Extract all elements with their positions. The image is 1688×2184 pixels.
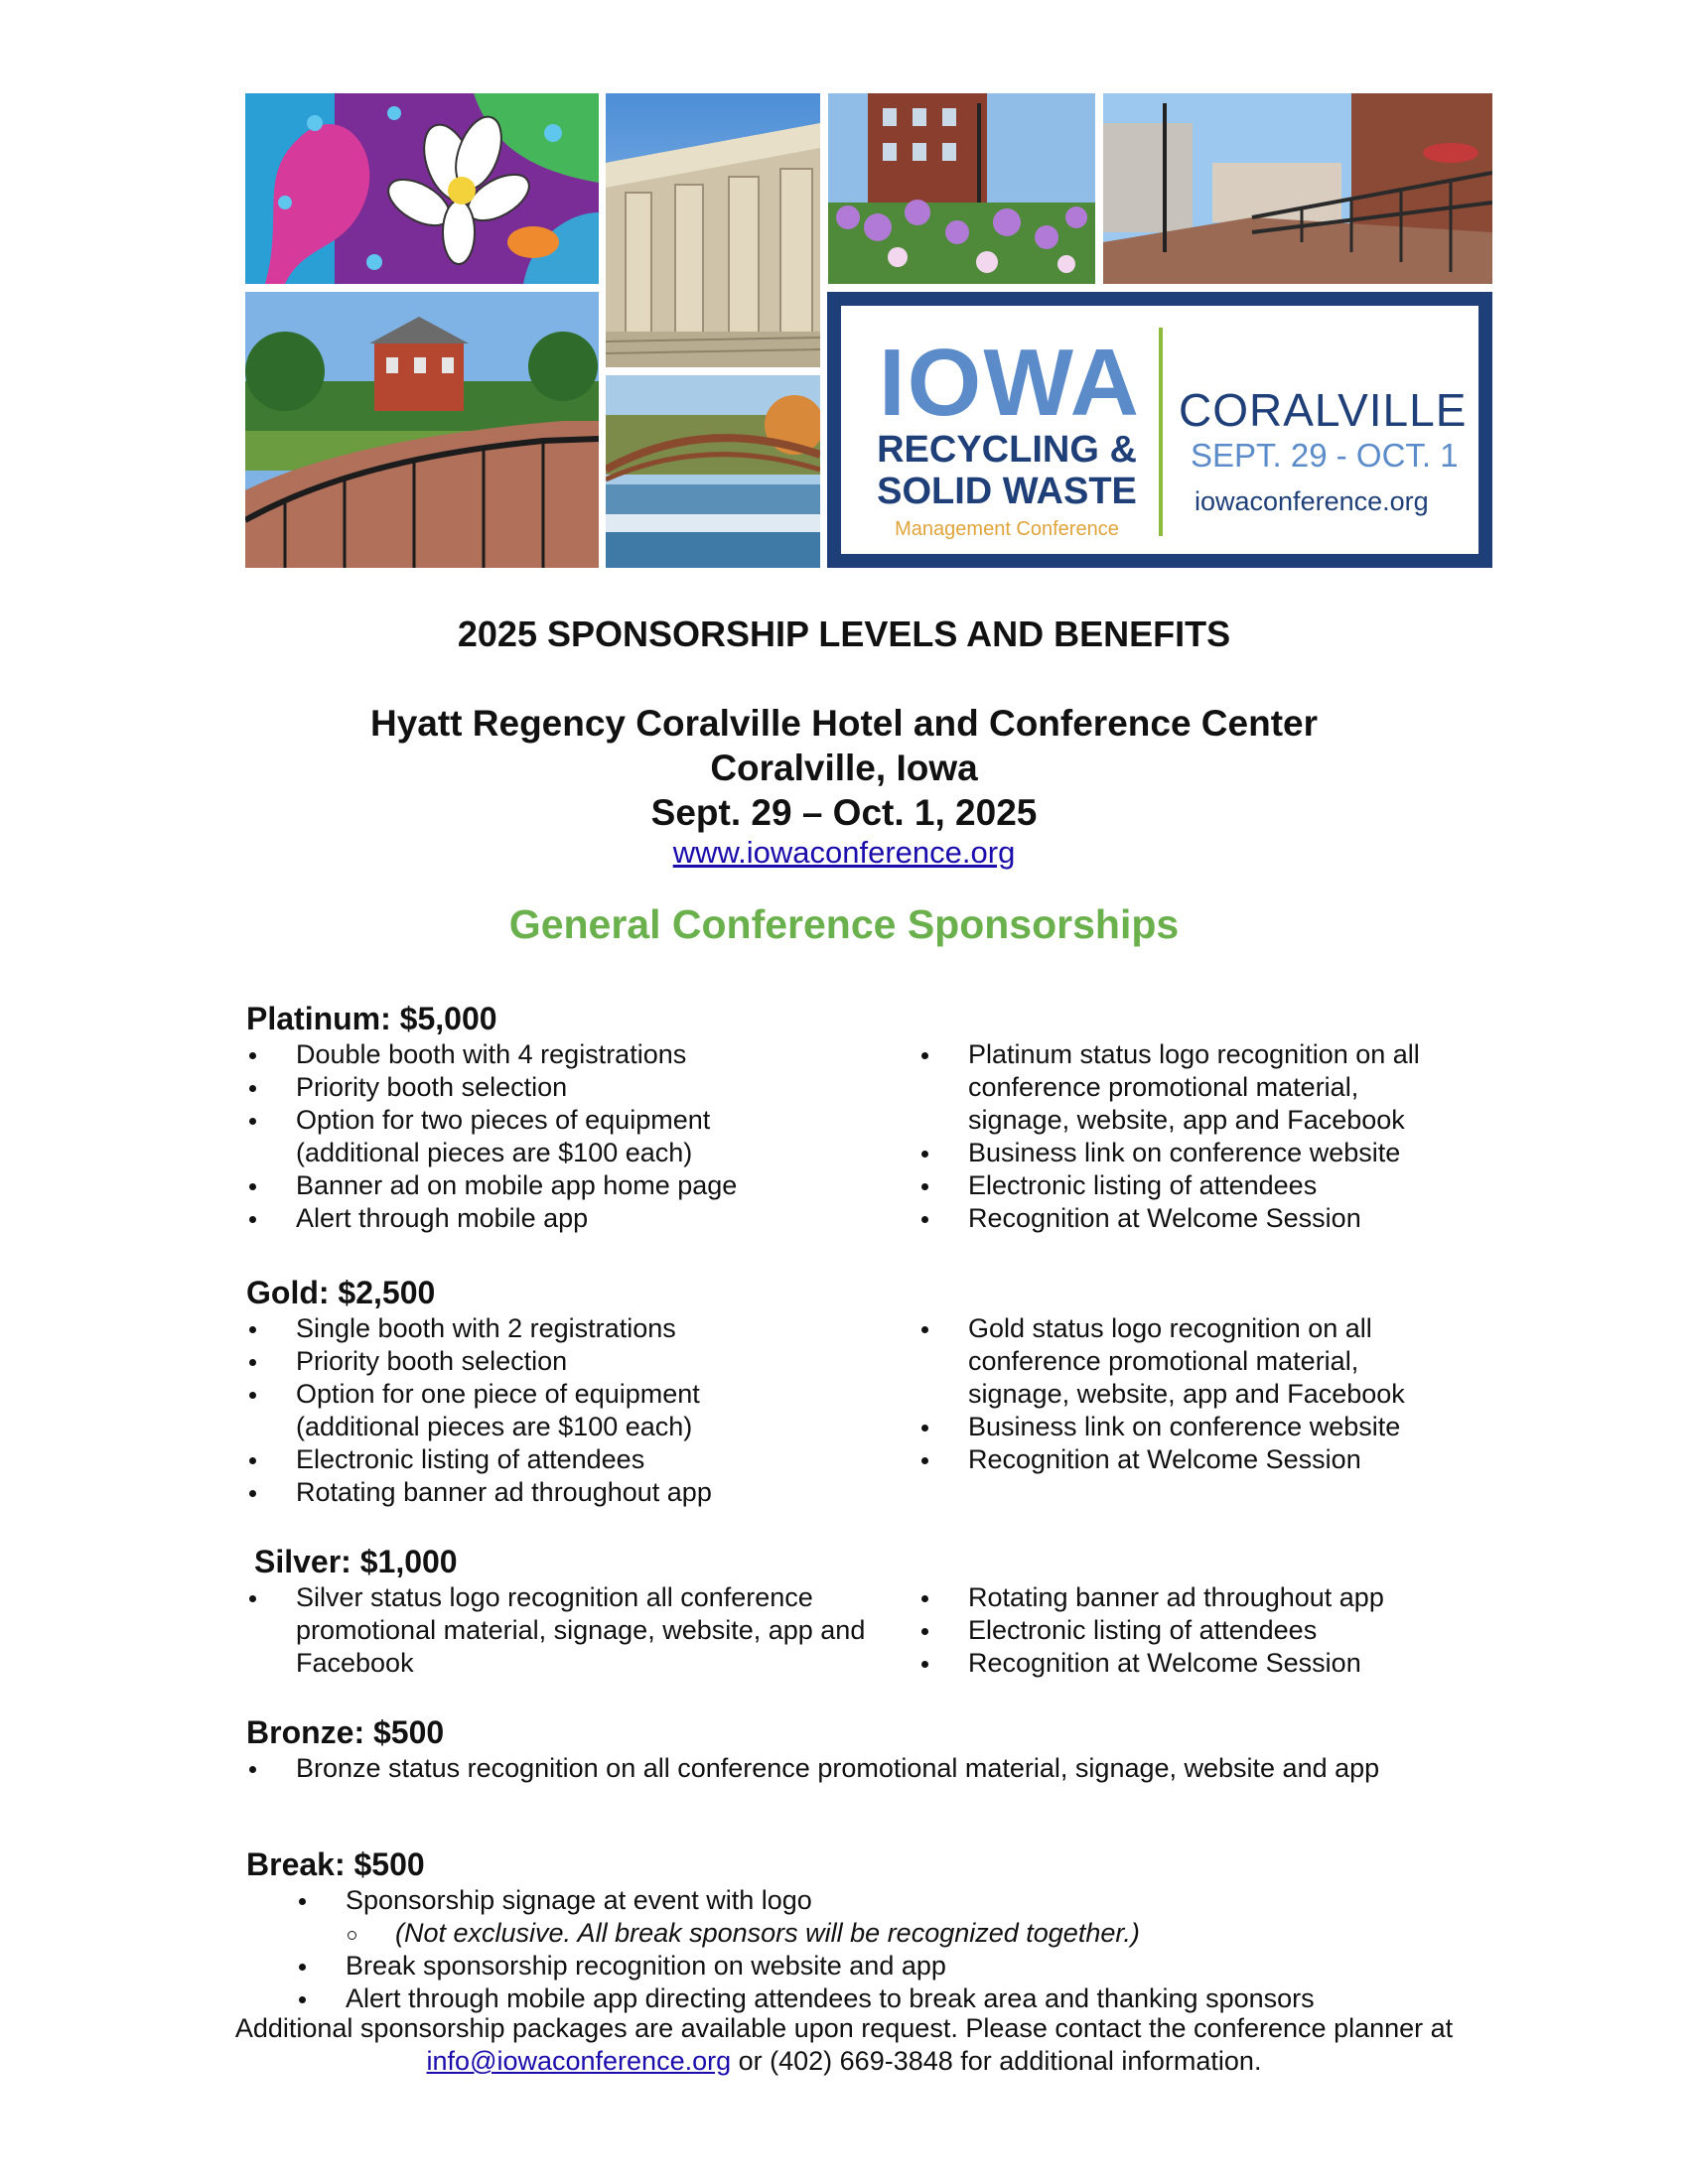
logo-divider (1159, 328, 1163, 536)
gold-title: Gold: $2,500 (246, 1275, 436, 1310)
mural-photo (245, 93, 599, 284)
platinum-benefits-right (918, 1038, 1475, 1235)
bridge-dam-photo (606, 375, 820, 568)
event-dates: Sept. 29 – Oct. 1, 2025 (650, 792, 1038, 833)
list-item: Break sponsorship recognition on website and app (296, 1950, 1487, 1982)
venue-name: Hyatt Regency Coralville Hotel and Conference Center (369, 703, 1319, 744)
list-item: Recognition at Welcome Session (918, 1443, 1475, 1476)
platinum-title: Platinum: $5,000 (246, 1001, 497, 1036)
break-benefits (296, 1884, 1487, 2015)
break-sub-list (346, 1917, 1487, 1950)
list-item: Banner ad on mobile app home page (246, 1169, 882, 1202)
footer-line2: info@iowaconference.org or (402) 669-3848 for additional information. (426, 2046, 1262, 2076)
list-item: (Not exclusive. All break sponsors will be recognized together.) (296, 1917, 1487, 1950)
list-item: Priority booth selection (246, 1071, 882, 1104)
levels-title: 2025 SPONSORSHIP LEVELS AND BENEFITS (457, 614, 1231, 654)
brick-house-path-photo (245, 292, 599, 568)
footer-line1: Additional sponsorship packages are available upon request. Please contact the conference planner at (234, 2013, 1454, 2043)
list-item: Silver status logo recognition all conference promotional material, signage, website, app and Facebook (246, 1581, 872, 1680)
list-item: Electronic listing of attendees (246, 1443, 882, 1476)
contact-email-link[interactable]: info@iowaconference.org (426, 2046, 732, 2076)
list-item: Business link on conference website (918, 1411, 1475, 1443)
bronze-title: Bronze: $500 (246, 1714, 445, 1750)
list-item: Sponsorship signage at event with logo (Not exclusive. All break sponsors will be recognized together.) (296, 1884, 1487, 1950)
logo-recycling-text: RECYCLING & SOLID WASTE (877, 429, 1137, 512)
website-link[interactable]: www.iowaconference.org (672, 835, 1016, 870)
silver-benefits-left (246, 1581, 882, 1680)
list-item: Gold status logo recognition on all conference promotional material, signage, website, app and Facebook (918, 1312, 1455, 1411)
logo-city: CORALVILLE (1179, 384, 1468, 436)
list-item: Recognition at Welcome Session (918, 1202, 1475, 1235)
silver-benefits-right (918, 1581, 1475, 1680)
logo-iowa-text: IOWA (879, 330, 1141, 436)
list-item: Platinum status logo recognition on all conference promotional material, signage, website, app and Facebook (918, 1038, 1455, 1137)
logo-url: iowaconference.org (1195, 486, 1429, 516)
bronze-benefits (246, 1752, 1537, 1785)
flower-street-photo (828, 93, 1095, 284)
list-item: Alert through mobile app directing attendees to break area and thanking sponsors (296, 1982, 1487, 2015)
list-item: Recognition at Welcome Session (918, 1647, 1475, 1680)
list-item: Bronze status recognition on all conference promotional material, signage, website and app (246, 1752, 1537, 1785)
list-item: Option for one piece of equipment (additional pieces are $100 each) (246, 1378, 763, 1443)
capitol-photo (606, 93, 820, 367)
list-item: Option for two pieces of equipment (additional pieces are $100 each) (246, 1104, 763, 1169)
venue-block (0, 701, 1688, 835)
platinum-benefits-left (246, 1038, 882, 1235)
conference-logo (827, 292, 1492, 568)
gold-benefits-left (246, 1312, 882, 1509)
silver-title: Silver: $1,000 (254, 1544, 458, 1579)
section-title: General Conference Sponsorships (508, 901, 1180, 947)
list-item: Priority booth selection (246, 1345, 882, 1378)
footer-contact (0, 2012, 1688, 2078)
list-item: Electronic listing of attendees (918, 1614, 1475, 1647)
list-item: Rotating banner ad throughout app (246, 1476, 882, 1509)
logo-dates: SEPT. 29 - OCT. 1 (1191, 437, 1459, 474)
venue-city: Coralville, Iowa (710, 748, 978, 788)
list-item: Double booth with 4 registrations (246, 1038, 882, 1071)
break-title: Break: $500 (246, 1846, 425, 1882)
list-item: Electronic listing of attendees (918, 1169, 1475, 1202)
header-collage (245, 93, 1492, 568)
list-item: Business link on conference website (918, 1137, 1475, 1169)
downtown-walkway-photo (1103, 93, 1492, 284)
list-item: Single booth with 2 registrations (246, 1312, 882, 1345)
list-item: Rotating banner ad throughout app (918, 1581, 1475, 1614)
list-item: Alert through mobile app (246, 1202, 882, 1235)
gold-benefits-right (918, 1312, 1475, 1476)
logo-management-text: Management Conference (895, 518, 1119, 540)
